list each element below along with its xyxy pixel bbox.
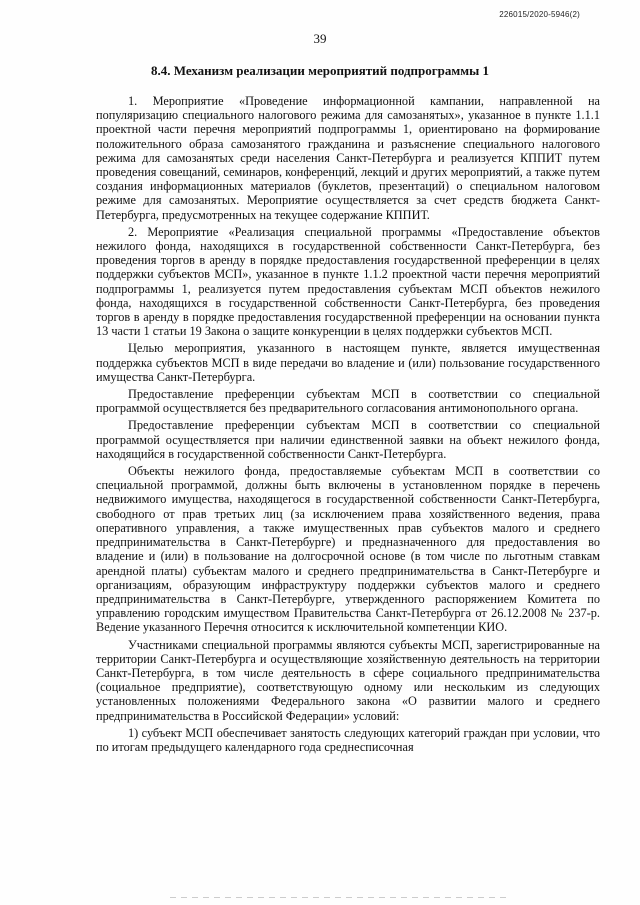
- paragraph-2: 2. Мероприятие «Реализация специальной программы «Предоставление объектов нежилого фонда, находящихся в государственной собственности Санкт-Петербурга, без проведения торгов в аренду в порядке предоставления государственной преференции в целях поддержки субъектов МСП», указанное в пункте 1.1.2 проектной части перечня мероприятий подпрограммы 1, реализуется путем предоставления субъектам МСП объектов нежилого фонда, находящихся в государственной собственности Санкт-Петербурга, без проведения торгов в аренду в порядке предоставления государственной преференции на основании пункта 13 части 1 статьи 19 Закона о защите конкуренции в целях поддержки субъектов МСП.: [96, 224, 600, 339]
- paragraph-3: Целью мероприятия, указанного в настоящем пункте, является имущественная поддержка субъектов МСП в виде передачи во владение и (или) пользование государственного имущества Санкт-Петербурга.: [96, 341, 600, 384]
- document-body: [96, 94, 600, 757]
- paragraph-5: Предоставление преференции субъектам МСП в соответствии со специальной программой осуществляется при наличии единственной заявки на объект нежилого фонда, находящийся в государственной собственности Санкт-Петербурга.: [96, 418, 600, 461]
- document-registration-number: 226015/2020-5946(2): [499, 10, 580, 19]
- paragraph-7: Участниками специальной программы являются субъекты МСП, зарегистрированные на территории Санкт-Петербурга и осуществляющие хозяйственную деятельность на территории Санкт-Петербурга, в том числе деятельность в сфере социального предпринимательства (социальное предприятие), соответствующую одному или нескольким из следующих установленных положениями Федерального закона «О развитии малого и среднего предпринимательства в Российской Федерации» условий:: [96, 637, 600, 723]
- page-number: 39: [313, 31, 327, 46]
- section-title: 8.4. Механизм реализации мероприятий подпрограммы 1: [150, 63, 490, 78]
- footer-scan-artifact: [170, 897, 510, 898]
- paragraph-1: 1. Мероприятие «Проведение информационной кампании, направленной на популяризацию специального налогового режима для самозанятых», указанное в пункте 1.1.1 проектной части перечня мероприятий подпрограммы 1, ориентировано на формирование положительного образа самозанятого гражданина и разъяснение специального налогового режима для самозанятых среди населения Санкт-Петербурга и реализуется КППИТ путем проведения совещаний, семинаров, конференций, лекций и других мероприятий, а также путем создания информационных материалов (буклетов, презентаций) о специальном налоговом режиме для самозанятых. Мероприятие осуществляется за счет средств бюджета Санкт-Петербурга, предусмотренных на текущее содержание КППИТ.: [96, 94, 600, 222]
- paragraph-4: Предоставление преференции субъектам МСП в соответствии со специальной программой осуществляется без предварительного согласования антимонопольного органа.: [96, 387, 600, 416]
- paragraph-6: Объекты нежилого фонда, предоставляемые субъектам МСП в соответствии со специальной программой, должны быть включены в установленном порядке в перечень недвижимого имущества, находящегося в государственной собственности Санкт-Петербурга, свободного от прав третьих лиц (за исключением права хозяйственного ведения, права оперативного управления, а также имущественных прав субъектов малого и среднего предпринимательства в Санкт-Петербурге) и предназначенного для предоставления во владение и (или) в пользование на долгосрочной основе (в том числе по льготным ставкам арендной платы) субъектам малого и среднего предпринимательства в Санкт-Петербурге и организациям, образующим инфраструктуру поддержки субъектов малого и среднего предпринимательства в Санкт-Петербурге, утвержденного распоряжением Комитета по управлению городским имуществом Правительства Санкт-Петербурга от 26.12.2008 № 237-р. Ведение указанного Перечня относится к исключительной компетенции КИО.: [96, 464, 600, 635]
- paragraph-8: 1) субъект МСП обеспечивает занятость следующих категорий граждан при условии, что по итогам предыдущего календарного года среднесписочная: [96, 725, 600, 754]
